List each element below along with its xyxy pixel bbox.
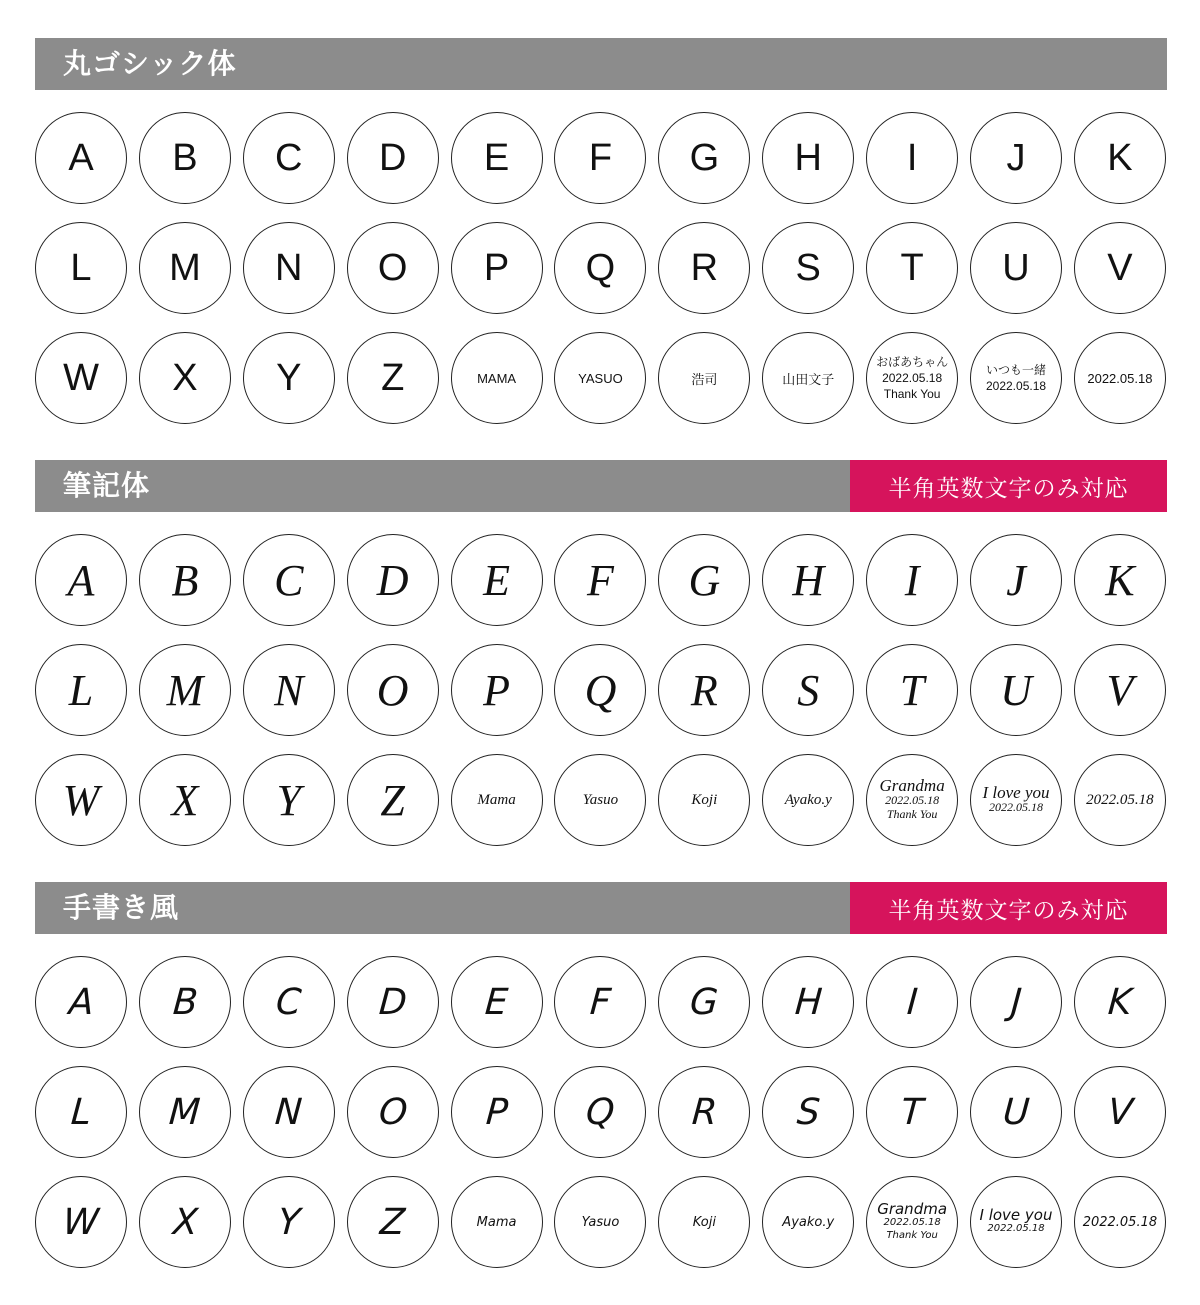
letter-glyph: T bbox=[899, 1091, 925, 1133]
message-line: 2022.05.18 bbox=[989, 800, 1044, 814]
name-sample-text: YASUO bbox=[578, 370, 623, 386]
letter-glyph: P bbox=[483, 246, 510, 289]
sample-grid bbox=[35, 956, 1167, 1268]
letter-glyph: M bbox=[167, 1091, 202, 1133]
letter-circle bbox=[35, 644, 127, 736]
letter-circle bbox=[554, 1066, 646, 1158]
letter-glyph: M bbox=[166, 665, 204, 715]
letter-circle bbox=[866, 956, 958, 1048]
section-script bbox=[35, 460, 1167, 846]
letter-glyph: Y bbox=[276, 1201, 302, 1243]
name-sample-circle bbox=[762, 332, 854, 424]
name-sample-circle bbox=[762, 754, 854, 846]
message-line: 2022.05.18 bbox=[883, 1216, 941, 1228]
letter-circle bbox=[347, 644, 439, 736]
message-line: いつも一緒 bbox=[986, 363, 1047, 377]
letter-circle bbox=[554, 112, 646, 204]
letter-glyph: J bbox=[1006, 136, 1026, 179]
letter-circle bbox=[243, 222, 335, 314]
letter-glyph: T bbox=[900, 246, 924, 289]
letter-circle bbox=[35, 1176, 127, 1268]
letter-glyph: Z bbox=[381, 356, 405, 399]
letter-circle bbox=[139, 112, 231, 204]
letter-glyph: G bbox=[688, 981, 720, 1023]
message-line: 2022.05.18 bbox=[882, 371, 943, 385]
letter-glyph: S bbox=[795, 1091, 822, 1133]
letter-glyph: R bbox=[690, 246, 719, 289]
letter-glyph: C bbox=[274, 555, 304, 605]
letter-glyph: M bbox=[169, 246, 201, 289]
letter-circle bbox=[866, 112, 958, 204]
letter-circle bbox=[970, 1066, 1062, 1158]
message-line: I love you bbox=[982, 783, 1050, 802]
letter-circle bbox=[35, 534, 127, 626]
sample-grid bbox=[35, 112, 1167, 424]
section-header bbox=[35, 38, 1167, 90]
message-line: Thank You bbox=[886, 1229, 938, 1241]
letter-glyph: K bbox=[1107, 136, 1133, 179]
letter-glyph: G bbox=[688, 555, 721, 605]
message-sample-text bbox=[986, 362, 1046, 394]
name-sample-text: Ayako.y bbox=[784, 791, 832, 808]
letter-glyph: F bbox=[588, 136, 613, 179]
letter-circle bbox=[658, 644, 750, 736]
letter-circle bbox=[762, 222, 854, 314]
letter-glyph: H bbox=[792, 555, 825, 605]
letter-glyph: Y bbox=[276, 356, 302, 399]
letter-glyph: U bbox=[1001, 1091, 1031, 1133]
letter-circle bbox=[35, 754, 127, 846]
section-title: 筆記体 bbox=[63, 469, 151, 502]
letter-circle bbox=[554, 534, 646, 626]
message-line: 2022.05.18 bbox=[985, 379, 1047, 393]
letter-glyph: E bbox=[483, 555, 510, 605]
letter-glyph: F bbox=[588, 981, 613, 1023]
message-line: 2022.05.18 bbox=[885, 793, 940, 807]
name-sample-text: Koji bbox=[692, 1214, 716, 1230]
letter-glyph: N bbox=[274, 665, 304, 715]
letter-glyph: O bbox=[376, 665, 409, 715]
letter-circle bbox=[243, 332, 335, 424]
letter-circle bbox=[243, 534, 335, 626]
message-sample-circle bbox=[970, 332, 1062, 424]
letter-circle bbox=[451, 644, 543, 736]
name-sample-text: 浩司 bbox=[691, 371, 718, 387]
letter-glyph: E bbox=[483, 981, 510, 1023]
section-header bbox=[35, 882, 1167, 934]
letter-circle bbox=[139, 644, 231, 736]
date-sample-text: 2022.05.18 bbox=[1086, 791, 1154, 808]
letter-circle bbox=[347, 754, 439, 846]
name-sample-circle bbox=[451, 332, 543, 424]
letter-circle bbox=[658, 112, 750, 204]
letter-circle bbox=[35, 112, 127, 204]
letter-circle bbox=[347, 534, 439, 626]
letter-circle bbox=[35, 956, 127, 1048]
letter-glyph: E bbox=[483, 136, 510, 179]
letter-circle bbox=[139, 332, 231, 424]
sample-grid bbox=[35, 534, 1167, 846]
note-badge: 半角英数文字のみ対応 bbox=[850, 460, 1167, 512]
message-sample-circle bbox=[866, 332, 958, 424]
letter-circle bbox=[658, 222, 750, 314]
letter-circle bbox=[1074, 112, 1166, 204]
name-sample-text: MAMA bbox=[477, 370, 517, 386]
letter-glyph: J bbox=[1009, 981, 1023, 1023]
letter-circle bbox=[1074, 534, 1166, 626]
letter-glyph: V bbox=[1106, 665, 1134, 715]
letter-glyph: L bbox=[69, 1091, 93, 1133]
date-sample-text: 2022.05.18 bbox=[1082, 1214, 1158, 1230]
letter-glyph: V bbox=[1107, 246, 1133, 289]
name-sample-circle bbox=[451, 754, 543, 846]
letter-glyph: Z bbox=[380, 775, 405, 825]
date-sample-circle bbox=[1074, 754, 1166, 846]
letter-glyph: S bbox=[795, 246, 821, 289]
letter-circle bbox=[451, 534, 543, 626]
letter-circle bbox=[347, 332, 439, 424]
section-handwriting bbox=[35, 882, 1167, 1268]
message-sample-text bbox=[982, 783, 1050, 814]
letter-glyph: X bbox=[171, 1201, 199, 1243]
name-sample-circle bbox=[554, 754, 646, 846]
letter-glyph: F bbox=[587, 555, 614, 605]
section-header bbox=[35, 460, 1167, 512]
message-sample-circle bbox=[970, 1176, 1062, 1268]
letter-circle bbox=[1074, 1066, 1166, 1158]
letter-glyph: S bbox=[797, 665, 820, 715]
letter-glyph: A bbox=[68, 136, 94, 179]
message-sample-text bbox=[879, 776, 945, 821]
letter-circle bbox=[243, 1176, 335, 1268]
letter-glyph: D bbox=[376, 555, 409, 605]
letter-glyph: I bbox=[906, 136, 918, 179]
letter-glyph: O bbox=[377, 246, 408, 289]
letter-circle bbox=[866, 222, 958, 314]
letter-glyph: U bbox=[1000, 665, 1032, 715]
letter-circle bbox=[866, 534, 958, 626]
letter-glyph: Q bbox=[584, 1091, 617, 1133]
name-sample-circle bbox=[658, 1176, 750, 1268]
message-line: 2022.05.18 bbox=[987, 1223, 1045, 1234]
letter-circle bbox=[451, 222, 543, 314]
letter-glyph: R bbox=[690, 1091, 719, 1133]
message-line: Grandma bbox=[877, 1199, 948, 1218]
message-line: Thank You bbox=[883, 387, 941, 401]
letter-glyph: B bbox=[171, 555, 199, 605]
letter-glyph: I bbox=[904, 555, 920, 605]
name-sample-text: 山田文子 bbox=[782, 371, 835, 387]
letter-circle bbox=[451, 1066, 543, 1158]
letter-glyph: U bbox=[1002, 246, 1030, 289]
message-line: おばあちゃん bbox=[876, 355, 949, 369]
letter-glyph: C bbox=[275, 136, 303, 179]
letter-glyph: D bbox=[378, 136, 407, 179]
letter-circle bbox=[970, 112, 1062, 204]
name-sample-text: Ayako.y bbox=[782, 1214, 835, 1230]
letter-glyph: X bbox=[172, 356, 198, 399]
letter-glyph: C bbox=[274, 981, 303, 1023]
letter-circle bbox=[866, 1066, 958, 1158]
letter-glyph: Q bbox=[585, 246, 616, 289]
letter-circle bbox=[35, 1066, 127, 1158]
date-sample-circle bbox=[1074, 1176, 1166, 1268]
letter-circle bbox=[554, 222, 646, 314]
letter-circle bbox=[347, 112, 439, 204]
letter-circle bbox=[658, 534, 750, 626]
letter-glyph: J bbox=[1006, 555, 1026, 605]
letter-glyph: H bbox=[794, 136, 822, 179]
letter-glyph: P bbox=[484, 1091, 509, 1133]
letter-circle bbox=[762, 1066, 854, 1158]
name-sample-circle bbox=[658, 332, 750, 424]
name-sample-circle bbox=[658, 754, 750, 846]
message-sample-circle bbox=[866, 754, 958, 846]
letter-circle bbox=[762, 644, 854, 736]
name-sample-text: Yasuo bbox=[582, 791, 619, 808]
letter-circle bbox=[139, 956, 231, 1048]
letter-glyph: T bbox=[899, 665, 925, 715]
letter-glyph: B bbox=[172, 136, 198, 179]
letter-circle bbox=[866, 644, 958, 736]
letter-glyph: P bbox=[483, 665, 510, 715]
letter-circle bbox=[554, 644, 646, 736]
section-title: 丸ゴシック体 bbox=[63, 47, 237, 80]
letter-circle bbox=[762, 112, 854, 204]
letter-glyph: W bbox=[62, 775, 100, 825]
letter-circle bbox=[347, 956, 439, 1048]
letter-glyph: X bbox=[171, 775, 199, 825]
message-line: Thank You bbox=[886, 807, 938, 821]
section-title: 手書き風 bbox=[63, 891, 180, 924]
message-sample-circle bbox=[866, 1176, 958, 1268]
name-sample-text: Mama bbox=[477, 791, 516, 808]
letter-glyph: K bbox=[1105, 555, 1135, 605]
letter-glyph: N bbox=[273, 1091, 304, 1133]
message-sample-text bbox=[979, 1206, 1053, 1235]
message-sample-text bbox=[876, 354, 948, 402]
letter-circle bbox=[451, 956, 543, 1048]
letter-circle bbox=[35, 332, 127, 424]
letter-circle bbox=[970, 222, 1062, 314]
letter-circle bbox=[1074, 956, 1166, 1048]
letter-circle bbox=[970, 644, 1062, 736]
letter-circle bbox=[347, 1066, 439, 1158]
message-line: I love you bbox=[979, 1206, 1053, 1224]
letter-glyph: L bbox=[68, 665, 94, 715]
section-rounded-gothic bbox=[35, 38, 1167, 424]
letter-circle bbox=[243, 956, 335, 1048]
letter-glyph: Y bbox=[276, 775, 302, 825]
letter-glyph: R bbox=[690, 665, 718, 715]
name-sample-text: Koji bbox=[691, 791, 718, 808]
letter-glyph: B bbox=[171, 981, 199, 1023]
letter-circle bbox=[451, 112, 543, 204]
letter-glyph: I bbox=[905, 981, 919, 1023]
letter-glyph: H bbox=[793, 981, 824, 1023]
letter-circle bbox=[243, 754, 335, 846]
letter-circle bbox=[139, 534, 231, 626]
letter-circle bbox=[243, 644, 335, 736]
letter-glyph: Z bbox=[378, 1201, 407, 1243]
letter-circle bbox=[970, 534, 1062, 626]
note-badge: 半角英数文字のみ対応 bbox=[850, 882, 1167, 934]
letter-circle bbox=[139, 1176, 231, 1268]
letter-glyph: O bbox=[377, 1091, 409, 1133]
letter-glyph: V bbox=[1106, 1091, 1134, 1133]
letter-glyph: K bbox=[1106, 981, 1134, 1023]
letter-circle bbox=[347, 222, 439, 314]
letter-glyph: N bbox=[275, 246, 303, 289]
letter-circle bbox=[139, 222, 231, 314]
name-sample-circle bbox=[451, 1176, 543, 1268]
message-sample-circle bbox=[970, 754, 1062, 846]
letter-circle bbox=[970, 956, 1062, 1048]
date-sample-text: 2022.05.18 bbox=[1087, 370, 1153, 386]
name-sample-text: Mama bbox=[476, 1214, 517, 1230]
letter-circle bbox=[243, 112, 335, 204]
letter-circle bbox=[35, 222, 127, 314]
letter-circle bbox=[243, 1066, 335, 1158]
letter-circle bbox=[139, 754, 231, 846]
letter-glyph: L bbox=[70, 246, 92, 289]
date-sample-circle bbox=[1074, 332, 1166, 424]
message-sample-text bbox=[877, 1199, 948, 1242]
letter-glyph: A bbox=[67, 555, 95, 605]
letter-glyph: A bbox=[67, 981, 95, 1023]
letter-circle bbox=[658, 1066, 750, 1158]
letter-circle bbox=[347, 1176, 439, 1268]
message-line: Grandma bbox=[879, 776, 945, 795]
letter-glyph: D bbox=[377, 981, 408, 1023]
letter-glyph: Q bbox=[584, 665, 617, 715]
letter-circle bbox=[658, 956, 750, 1048]
letter-circle bbox=[762, 956, 854, 1048]
letter-circle bbox=[762, 534, 854, 626]
letter-glyph: G bbox=[689, 136, 720, 179]
letter-circle bbox=[554, 956, 646, 1048]
letter-circle bbox=[1074, 222, 1166, 314]
letter-glyph: W bbox=[61, 1201, 101, 1243]
letter-circle bbox=[1074, 644, 1166, 736]
letter-circle bbox=[139, 1066, 231, 1158]
name-sample-circle bbox=[762, 1176, 854, 1268]
name-sample-circle bbox=[554, 1176, 646, 1268]
letter-glyph: W bbox=[63, 356, 99, 399]
name-sample-text: Yasuo bbox=[581, 1214, 620, 1230]
name-sample-circle bbox=[554, 332, 646, 424]
